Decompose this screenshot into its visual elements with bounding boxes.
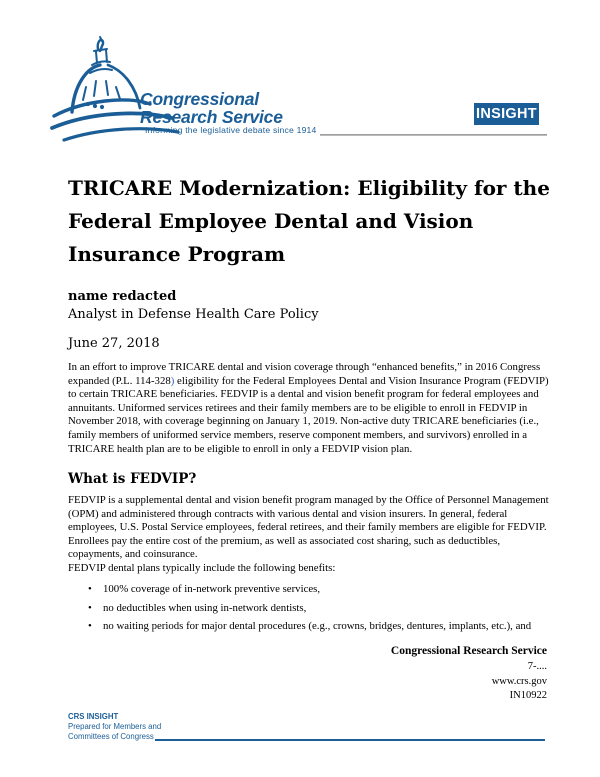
- author-block: [68, 288, 319, 324]
- author-name: name redacted: [68, 289, 177, 304]
- list-item-text: no waiting periods for major dental procedures (e.g., crowns, bridges, dentures, implants, etc.), and: [103, 620, 532, 633]
- page-title-line3: Insurance Program: [68, 242, 286, 266]
- benefits-bullet-list: [68, 583, 538, 639]
- intro-paragraph-text: In an effort to improve TRICARE dental and vision coverage through “enhanced benefits,” in 2016 Congress expanded (P.L. 114-328: [68, 361, 541, 387]
- footer-prepared-line2: Committees of Congress: [68, 732, 154, 741]
- list-item: [68, 602, 538, 616]
- section-heading-what-is-fedvip: What is FEDVIP?: [68, 471, 197, 487]
- bullet-icon: •: [88, 583, 92, 595]
- public-law-link[interactable]: ): [170, 374, 175, 387]
- list-item-text: no deductibles when using in-network dentists,: [103, 601, 307, 614]
- author-role: Analyst in Defense Health Care Policy: [68, 307, 319, 322]
- benefits-lead-paragraph: FEDVIP dental plans typically include the following benefits:: [68, 562, 336, 574]
- footer-prepared-line1: Prepared for Members and: [68, 722, 162, 731]
- page-title-line2: Federal Employee Dental and Vision: [68, 209, 474, 233]
- crs-tagline: Informing the legislative debate since 1914: [145, 125, 317, 135]
- bullet-icon: •: [88, 601, 92, 614]
- footer-phone: 7-....: [527, 661, 547, 672]
- footer-brand-block: [68, 712, 161, 742]
- footer-doc-id: IN10922: [509, 690, 547, 702]
- insight-badge: INSIGHT: [474, 103, 539, 125]
- header-divider-rule: [320, 134, 547, 136]
- fedvip-description-paragraph: FEDVIP is a supplemental dental and vision benefit program managed by the Office of Personnel Management (OPM) and administered through contracts with various dental and vision insurers. In general, federal employees, U.S. Postal Service employees, federal retirees, and their family members are eligible for FEDVIP. Enrollees pay the entire cost of the premium, as well as associated cost sharing, such as deductibles, copayments, and coinsurance.: [68, 494, 549, 561]
- bullet-icon: •: [88, 620, 92, 633]
- list-item-text: 100% coverage of in-network preventive services,: [103, 583, 321, 595]
- document-date: June 27, 2018: [68, 336, 160, 351]
- crs-wordmark-line2: Research Service: [140, 107, 283, 127]
- footer-publisher-block: [391, 643, 547, 704]
- list-item: [68, 583, 538, 597]
- intro-paragraph-text-cont: eligibility for the Federal Employees Dental and Vision Insurance Program (FEDVIP) to certain TRICARE beneficiaries. FEDVIP is a dental and vision benefit program for federal employees and annuitants. Uniformed services retirees and their family members are to be eligible to enroll in FEDVIP in November 2018, with coverage beginning on January 1, 2019. Non-active duty TRICARE beneficiaries (i.e., family members of uniformed service members, reserve component members, and survivors) enrolled in a TRICARE health plan are to be eligible to enroll in only a FEDVIP vision plan.: [68, 374, 549, 455]
- crs-wordmark-line1: Congressional: [140, 89, 259, 109]
- intro-paragraph: [68, 361, 550, 456]
- crs-wordmark: [140, 90, 283, 126]
- footer-brand-label: CRS INSIGHT: [68, 712, 119, 721]
- footer-divider-rule: [155, 739, 545, 741]
- list-item: [68, 620, 538, 634]
- page-title-line1: TRICARE Modernization: Eligibility for the: [68, 176, 550, 200]
- footer-website: www.crs.gov: [491, 675, 547, 687]
- page-title: [68, 172, 568, 271]
- footer-org-name: Congressional Research Service: [390, 645, 547, 657]
